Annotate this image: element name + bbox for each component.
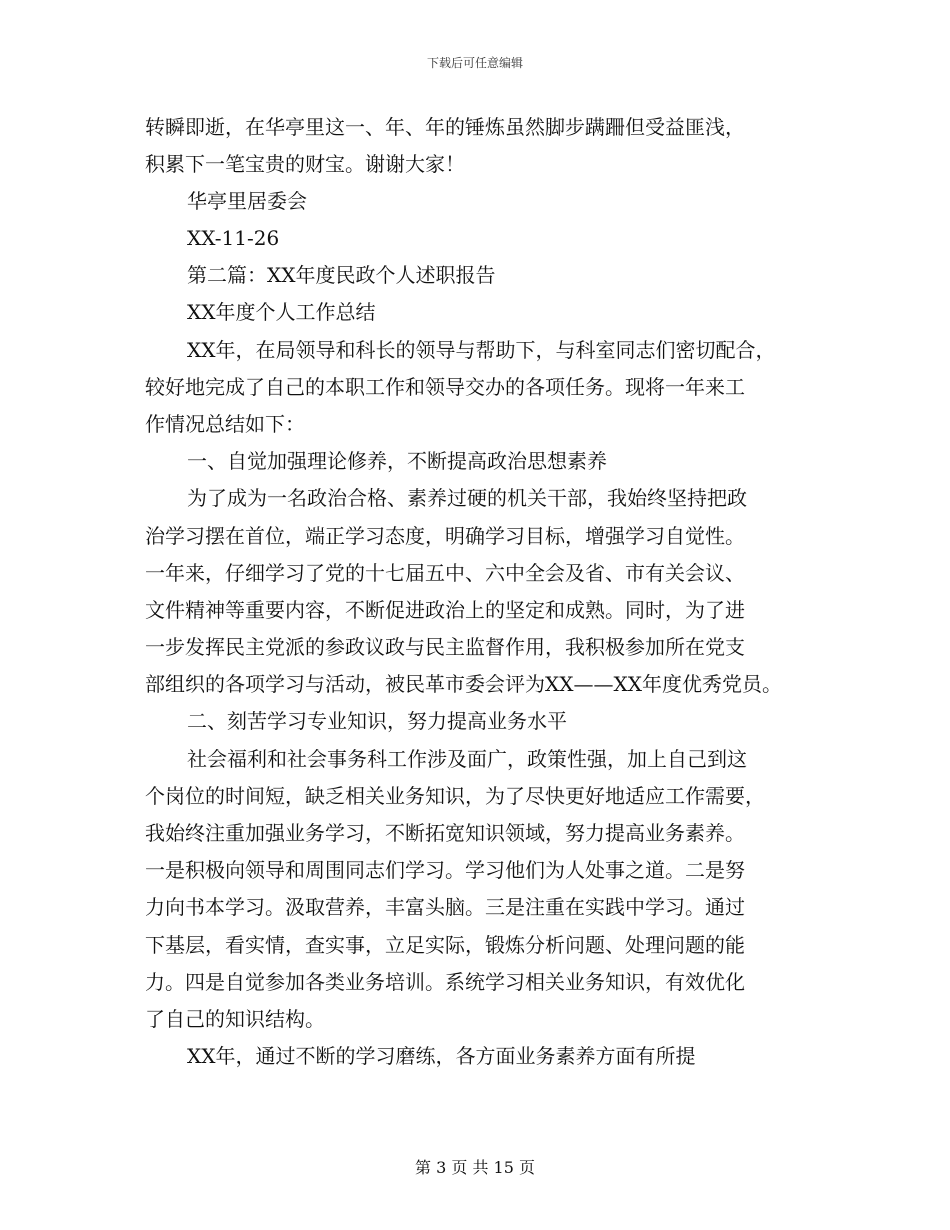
text-line: XX年，在局领导和科长的领导与帮助下，与科室同志们密切配合，	[187, 338, 776, 362]
text-line: 一年来，仔细学习了党的十七届五中、六中全会及省、市有关会议、	[145, 561, 745, 585]
text-line: 下基层，看实情，查实事，立足实际，锻炼分析问题、处理问题的能	[145, 933, 745, 957]
text-line: 为了成为一名政治合格、素养过硬的机关干部，我始终坚持把政	[187, 486, 747, 510]
page-header: 下载后可任意编辑	[426, 56, 523, 70]
text-line: 了自己的知识结构。	[145, 1007, 325, 1031]
text-line: 我始终注重加强业务学习，不断拓宽知识领域，努力提高业务素养。	[145, 821, 745, 845]
text-line: XX年，通过不断的学习磨练，各方面业务素养方面有所提	[187, 1044, 696, 1068]
text-line: 文件精神等重要内容，不断促进政治上的坚定和成熟。同时，为了进	[145, 598, 745, 622]
signature-date: XX-11-26	[187, 226, 280, 250]
text-line: 作情况总结如下：	[145, 412, 305, 436]
doc-title: XX年度个人工作总结	[187, 300, 376, 324]
text-line: 转瞬即逝，在华亭里这一、年、年的锤炼虽然脚步蹒跚但受益匪浅，	[145, 115, 745, 139]
text-line: 力向书本学习。汲取营养，丰富头脑。三是注重在实践中学习。通过	[145, 895, 745, 919]
text-line: 一步发挥民主党派的参政议政与民主监督作用，我积极参加所在党支	[145, 635, 745, 659]
text-line: 治学习摆在首位，端正学习态度，明确学习目标，增强学习自觉性。	[145, 524, 745, 548]
signature-org: 华亭里居委会	[187, 189, 307, 213]
heading-2: 二、刻苦学习专业知识，努力提高业务水平	[187, 709, 567, 733]
text-line: 个岗位的时间短，缺乏相关业务知识，为了尽快更好地适应工作需要，	[145, 784, 765, 808]
heading-1: 一、自觉加强理论修养，不断提高政治思想素养	[187, 449, 607, 473]
text-line: 力。四是自觉参加各类业务培训。系统学习相关业务知识，有效优化	[145, 970, 745, 994]
text-line: 一是积极向领导和周围同志们学习。学习他们为人处事之道。二是努	[145, 858, 745, 882]
text-line: 积累下一笔宝贵的财宝。谢谢大家！	[145, 152, 465, 176]
text-line: 社会福利和社会事务科工作涉及面广，政策性强，加上自己到这	[187, 747, 747, 771]
page-number: 第 3 页 共 15 页	[415, 1158, 535, 1177]
text-line: 部组织的各项学习与活动，被民革市委会评为XX——XX年度优秀党员。	[145, 672, 782, 696]
section-title: 第二篇：XX年度民政个人述职报告	[187, 263, 496, 287]
text-line: 较好地完成了自己的本职工作和领导交办的各项任务。现将一年来工	[145, 375, 745, 399]
